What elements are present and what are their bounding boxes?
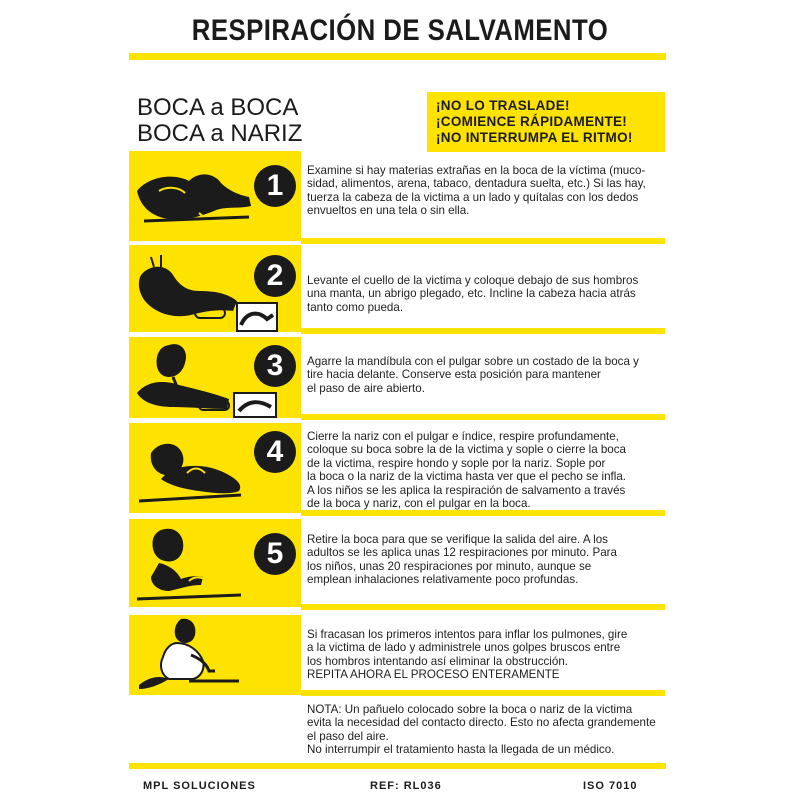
- warning-line-1: ¡NO LO TRASLADE!: [436, 98, 570, 113]
- note-line: el paso del aire.: [307, 729, 389, 743]
- step-1-line: sidad, alimentos, arena, tabaco, dentadura suelta, etc.) Si las hay,: [307, 177, 646, 191]
- step-2-number: 2: [254, 255, 296, 297]
- step-1-line: envueltos en una tela o sin ella.: [307, 204, 470, 218]
- step-4-illustration-panel: [129, 423, 301, 513]
- footer-standard: ISO 7010: [583, 780, 638, 792]
- step-4-line: Cierre la nariz con el pulgar e índice, respire profundamente,: [307, 430, 619, 443]
- back-blows-illustration-icon: [129, 615, 301, 695]
- step-6-line: los hombros intentando así eliminar la obstrucción.: [307, 654, 568, 668]
- step-5-line: emplean inhalaciones relativamente poco profundas.: [307, 573, 579, 587]
- step-1-number: 1: [254, 165, 296, 207]
- step-2-text: [307, 274, 652, 314]
- step-2-illustration-panel: [129, 245, 301, 332]
- step-6-line: Si fracasan los primeros intentos para inflar los pulmones, gire: [307, 628, 628, 641]
- note-line: No interrumpir el tratamiento hasta la llegada de un médico.: [307, 743, 615, 757]
- footer-band: [129, 763, 666, 769]
- note-text: [307, 703, 657, 757]
- warning-box: [427, 92, 665, 152]
- method-subtitle: [137, 95, 302, 147]
- step-3-separator: [301, 414, 665, 420]
- warning-line-3: ¡NO INTERRUMPA EL RITMO!: [436, 130, 633, 145]
- step-3-line: tire hacia delante. Conserve esta posición para mantener: [307, 368, 601, 382]
- step-2-line: una manta, un abrigo plegado, etc. Incline la cabeza hacia atrás: [307, 287, 636, 301]
- step-5-line: los niños, unas 20 respiraciones por minuto, aunque se: [307, 559, 592, 573]
- step-6-separator: [301, 690, 665, 696]
- step-4-number: 4: [254, 431, 296, 473]
- note-line: NOTA: Un pañuelo colocado sobre la boca o nariz de la victima: [307, 703, 633, 716]
- step-4-line: de la victima, respire hondo y sople por la nariz. Sople por: [307, 456, 606, 470]
- step-1-line: Examine si hay materias extrañas en la boca de la víctima (muco-: [307, 164, 646, 177]
- warning-line-2: ¡COMIENCE RÁPIDAMENTE!: [436, 114, 628, 129]
- step-1-separator: [301, 238, 665, 244]
- step-5-text: [307, 533, 652, 587]
- step-4-line: la boca o la nariz de la victima hasta ver que el pecho se infla.: [307, 470, 627, 484]
- step-5-line: adultos se les aplica unas 12 respiraciones por minuto. Para: [307, 546, 617, 560]
- footer-reference: REF: RL036: [370, 780, 442, 792]
- step-1-text: [307, 164, 652, 218]
- step-4-line: A los niños se les aplica la respiración de salvamento a través: [307, 483, 626, 497]
- step-6-line: a la victima de lado y administrele unos golpes bruscos entre: [307, 641, 621, 655]
- step-3-illustration-panel: [129, 337, 301, 418]
- step-3-line: Agarre la mandíbula con el pulgar sobre un costado de la boca y: [307, 355, 639, 368]
- step-1-illustration-panel: [129, 151, 301, 241]
- step-1-line: tuerza la cabeza de la victima a un lado y quítalas con los dedos: [307, 190, 639, 204]
- step-5-separator: [301, 604, 665, 610]
- step-2-line: Levante el cuello de la victima y coloque debajo de sus hombros: [307, 274, 639, 287]
- step-3-line: el paso de aire abierto.: [307, 381, 425, 395]
- step-2-separator: [301, 328, 665, 334]
- page-title: RESPIRACIÓN DE SALVAMENTO: [191, 14, 609, 47]
- step-3-number: 3: [254, 345, 296, 387]
- step-6-illustration-panel: [129, 615, 301, 695]
- step-6-line: REPITA AHORA EL PROCESO ENTERAMENTE: [307, 668, 560, 682]
- note-line: evita la necesidad del contacto directo. Esto no afecta grandemente: [307, 716, 656, 730]
- step-5-line: Retire la boca para que se verifique la salida del aire. A los: [307, 533, 608, 546]
- step-4-line: de la boca y nariz, con el pulgar en la boca.: [307, 497, 531, 511]
- step-4-text: [307, 430, 652, 510]
- footer-brand: MPL SOLUCIONES: [143, 780, 256, 792]
- step-5-number: 5: [254, 533, 296, 575]
- step-4-separator: [301, 510, 665, 516]
- subtitle-line-2: BOCA a NARIZ: [137, 120, 303, 147]
- title-underline-band: [129, 53, 666, 60]
- step-5-illustration-panel: [129, 519, 301, 607]
- subtitle-line-1: BOCA a BOCA: [137, 94, 299, 121]
- step-2-line: tanto como pueda.: [307, 300, 404, 314]
- step-6-text: [307, 628, 652, 682]
- step-4-line: coloque su boca sobre la de la victima y sople o cierre la boca: [307, 443, 627, 457]
- step-3-text: [307, 355, 652, 395]
